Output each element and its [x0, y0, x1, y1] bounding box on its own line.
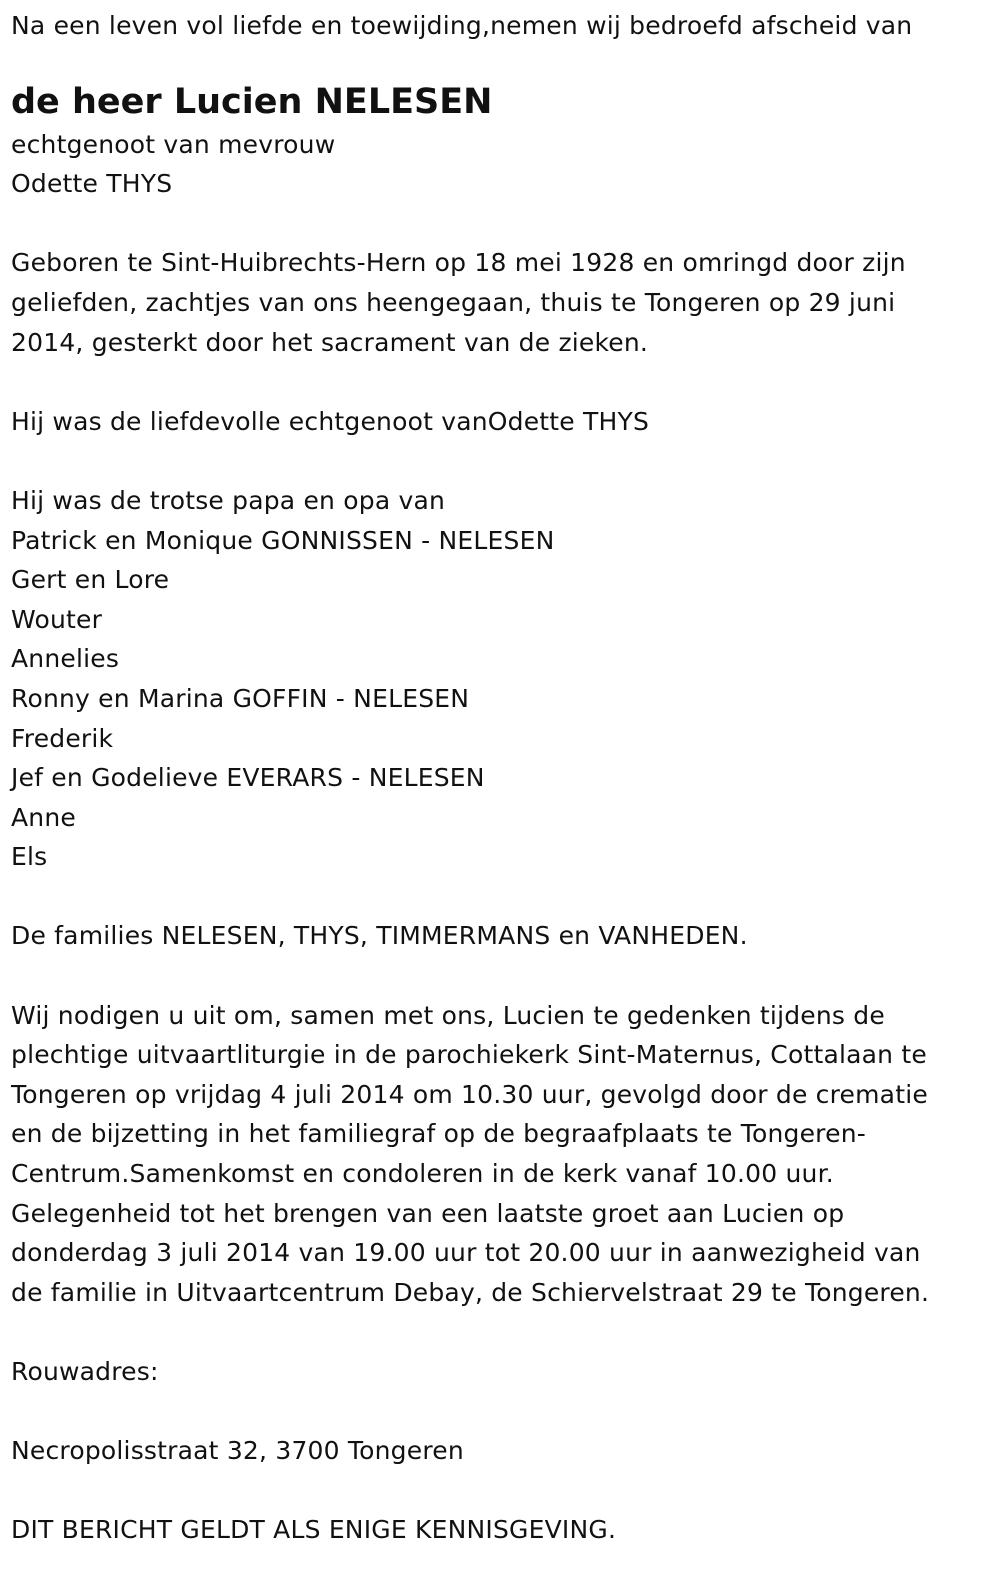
birth-line: 2014, gesterkt door het sacrament van de zieken. [11, 327, 649, 357]
family-member: Ronny en Marina GOFFIN - NELESEN [11, 683, 470, 713]
invitation-paragraph [11, 996, 1000, 1313]
spacer [11, 956, 1000, 996]
spacer [11, 877, 1000, 917]
spacer [11, 1471, 1000, 1511]
address: Necropolisstraat 32, 3700 Tongeren [11, 1436, 464, 1466]
invitation-line: Wij nodigen u uit om, samen met ons, Lucien te gedenken tijdens de [11, 1000, 885, 1030]
family-member: Gert en Lore [11, 565, 170, 595]
family-member: Patrick en Monique GONNISSEN - NELESEN [11, 525, 555, 555]
invitation-line: Tongeren op vrijdag 4 juli 2014 om 10.30 uur, gevolgd door de crematie [11, 1079, 928, 1109]
family-member: Wouter [11, 604, 103, 634]
invitation-line: plechtige uitvaartliturgie in de parochiekerk Sint-Maternus, Cottalaan te [11, 1040, 927, 1070]
family-list [11, 481, 1000, 877]
spacer [11, 441, 1000, 481]
intro-text: Na een leven vol liefde en toewijding,nemen wij bedroefd afscheid van [11, 11, 913, 40]
families-line: De families NELESEN, THYS, TIMMERMANS en VANHEDEN. [11, 921, 748, 951]
family-member: Annelies [11, 644, 120, 674]
invitation-line: en de bijzetting in het familiegraf op de begraafplaats te Tongeren- [11, 1119, 866, 1149]
birth-paragraph [11, 243, 1000, 362]
family-intro: Hij was de trotse papa en opa van [11, 485, 446, 515]
birth-line: Geboren te Sint-Huibrechts-Hern op 18 mei 1928 en omringd door zijn [11, 248, 906, 278]
birth-line: geliefden, zachtjes van ons heengegaan, thuis te Tongeren op 29 juni [11, 287, 896, 317]
address-label: Rouwadres: [11, 1357, 159, 1386]
spacer [11, 1392, 1000, 1432]
family-member: Els [11, 842, 48, 872]
spacer [11, 204, 1000, 244]
spacer [11, 1312, 1000, 1352]
spouse-intro: echtgenoot van mevrouw [11, 129, 336, 159]
invitation-line: Gelegenheid tot het brengen van een laatste groet aan Lucien op [11, 1198, 845, 1228]
invitation-line: de familie in Uitvaartcentrum Debay, de Schiervelstraat 29 te Tongeren. [11, 1277, 930, 1307]
notice: DIT BERICHT GELDT ALS ENIGE KENNISGEVING. [11, 1515, 617, 1545]
family-member: Anne [11, 802, 76, 832]
deceased-name: de heer Lucien NELESEN [11, 81, 493, 122]
family-member: Jef en Godelieve EVERARS - NELESEN [11, 763, 485, 793]
invitation-line: Centrum.Samenkomst en condoleren in de kerk vanaf 10.00 uur. [11, 1159, 834, 1189]
invitation-line: donderdag 3 juli 2014 van 19.00 uur tot 20.00 uur in aanwezigheid van [11, 1238, 921, 1268]
family-member: Frederik [11, 723, 114, 753]
spacer [11, 362, 1000, 402]
spouse-line: Hij was de liefdevolle echtgenoot vanOdette THYS [11, 406, 650, 436]
spouse-name: Odette THYS [11, 169, 173, 199]
